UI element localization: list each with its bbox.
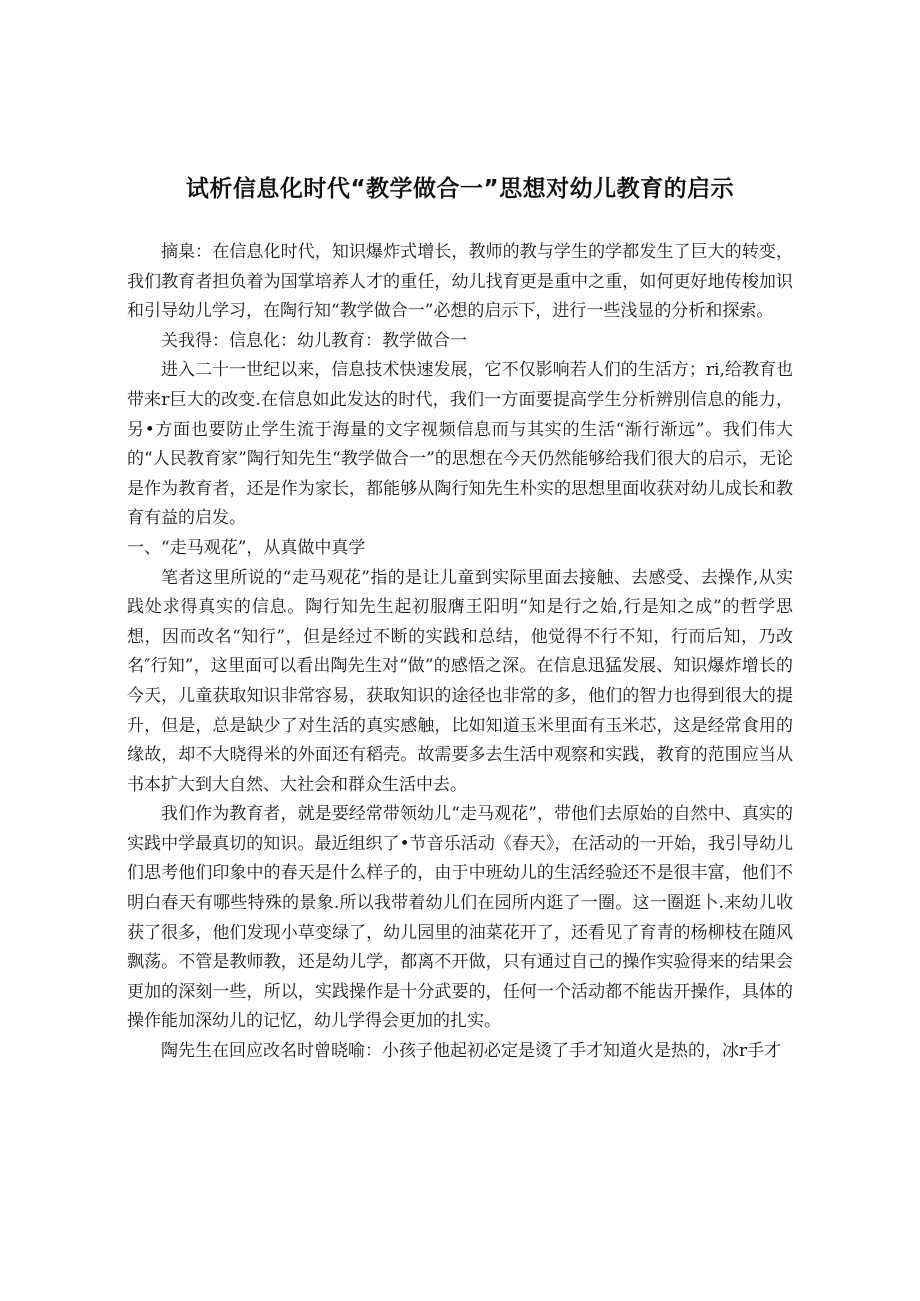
keywords-paragraph: 关我得：信息化：幼儿教育：教学做合一 <box>161 330 467 351</box>
document-title: 试析信息化时代“教学做合一”思想对幼儿教育的启示 <box>185 176 735 202</box>
body-paragraph: 笔者这里所说的“走马观花”指的是让儿童到实际里面去接触、去感受、去操作,从实践处求得真实的信息。陶行知先生起初服膺王阳明“知是行之始,行是知之成”的哲学思想，因而改名“知行”，但是经过不断的实践和总结，他觉得不行不知，行而后知，乃改名″行知”，这里面可以看出陶先生对“做”的感悟之深。在信息迅猛发展、知识爆炸增长的今天，儿童获取知识非常容易，获取知识的途径也非常的多，他们的智力也得到很大的提升，但是，总是缺少了对生活的真实感触，比如知道玉米里面有玉米芯，这是经常食用的缘故，却不大晓得米的外面还有稻壳。故需要多去生活中观察和实践，教育的范围应当从书本扩大到大自然、大社会和群众生活中去。 <box>127 567 793 795</box>
body-paragraph: 我们作为教育者，就是要经常带领幼儿“走马观花”，带他们去原始的自然中、真实的实践中学最真切的知识。最近组织了•节音乐活动《春天》，在活动的一开始，我引导幼儿们思考他们印象中的春天是什么样子的，由于中班幼儿的生活经验还不是很丰富，他们不明白春天有哪些特殊的景象.所以我带着幼儿们在园所内逛了一圈。这一圈逛卜.来幼儿收获了很多，他们发现小草变绿了，幼儿园里的油菜花开了，还看见了育青的杨柳枝在随风飘荡。不管是教师教，还是幼儿学，都离不开做，只有通过自己的操作实验得来的结果会更加的深刻一些，所以，实践操作是十分武要的，任何一个活动都不能齿开操作，具体的操作能加深幼儿的记忆，幼儿学得会更加的扎实。 <box>127 804 793 1032</box>
document-body <box>127 238 793 1067</box>
section-heading: 一、“走马观花”，从真做中真学 <box>127 537 366 558</box>
intro-paragraph: 进入二十一世纪以来，信息技术快速发展，它不仅影响若人们的生活方；ri,给教育也带来r巨大的改变.在信息如此发达的时代，我们一方面要提高学生分析辨別信息的能力，另•方面也要防止学生流于海量的文字视频信息而与其实的生活“渐行渐远”。我们伟大的“人民教育家”陶行知先生“教学做合一”的思想在今天仍然能够给我们很大的启示，无论是作为教育者，还是作为家长，都能够从陶行知先生朴实的思想里面收获对幼儿成长和教育有益的启发。 <box>127 360 793 529</box>
body-paragraph: 陶先生在回应改名时曾晓喻：小孩子他起初必定是烫了手才知道火是热的，冰r手才 <box>161 1041 782 1062</box>
abstract-paragraph: 摘臬：在信息化时代，知识爆炸式增长，教师的教与学生的学都发生了巨大的转变，我们教育者担负着为国掌培养人才的重任，幼儿找育更是重中之重，如何更好地传梭加识和引导幼儿学习，在陶行知“教学做合一”必想的启示下，进行一些浅显的分析和探索。 <box>127 242 793 322</box>
